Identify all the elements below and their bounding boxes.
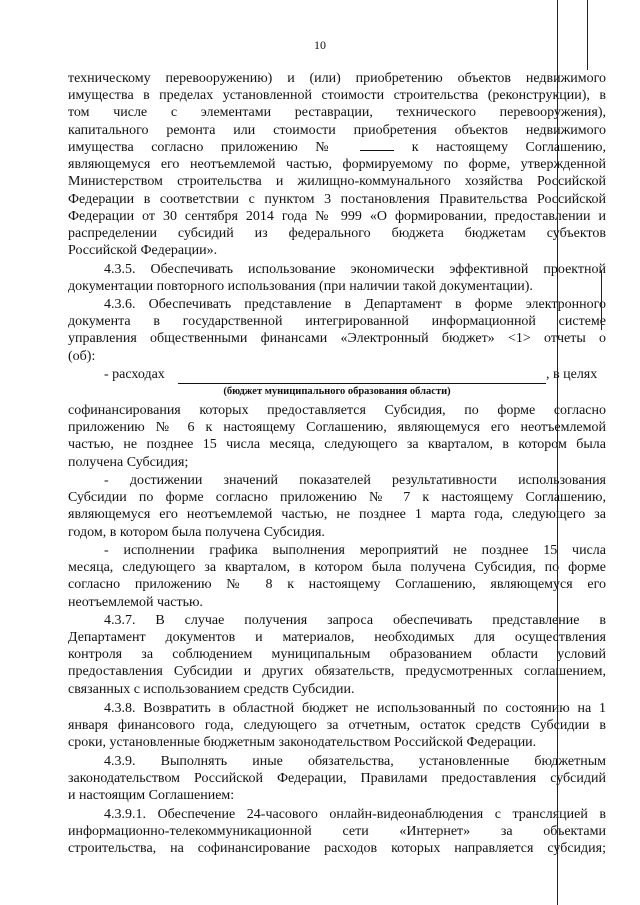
field-caption: (бюджет муниципального образования области) xyxy=(223,386,451,397)
blank-field xyxy=(360,140,394,151)
paragraph-line: предоставления Субсидии и других обязательств, предусмотренных соглашением, xyxy=(68,664,606,679)
text-fragment: к настоящему Соглашению, xyxy=(411,140,606,155)
paragraph-line: января финансового года, следующего за отчетным, остаток средств Субсидии в xyxy=(68,718,606,733)
paragraph-line: Министерством строительства и жилищно-коммунального хозяйства Российской xyxy=(68,174,606,189)
paragraph-line: согласно приложению № 8 к настоящему Соглашению, являющемуся его xyxy=(68,577,606,592)
paragraph-line: техническому перевооружению) и (или) приобретению объектов недвижимого xyxy=(68,71,606,86)
paragraph-line: капитального ремонта или стоимости приобретения объектов недвижимого xyxy=(68,123,606,138)
paragraph-line: Федерации от 30 сентября 2014 года № 999 «О формировании, предоставлении и xyxy=(68,209,606,224)
paragraph-line: строительства, на софинансирование расходов которых направляется субсидия; xyxy=(68,841,606,856)
clause-4-3-6: 4.3.6. Обеспечивать представление в Департамент в форме электронного xyxy=(104,297,606,312)
list-item: - достижении значений показателей результативности использования xyxy=(104,473,606,488)
paragraph-line: месяца, следующего за кварталом, в котором была получена Субсидия, по форме xyxy=(68,560,606,575)
list-item: - исполнении графика выполнения мероприятий не позднее 15 числа xyxy=(104,543,606,558)
clause-4-3-9-1: 4.3.9.1. Обеспечение 24-часового онлайн-видеонаблюдения с трансляцией в xyxy=(104,807,606,822)
paragraph-line: управления общественными финансами «Электронный бюджет» <1> отчеты о xyxy=(68,331,606,346)
paragraph-line: являющемуся его неотъемлемой частью, не позднее 1 марта года, следующего за xyxy=(68,507,606,522)
paragraph-line: Российской Федерации». xyxy=(68,243,218,258)
paragraph-line: получена Субсидия; xyxy=(68,455,189,470)
paragraph-line: имущества в пределах установленной стоимости строительства (реконструкции), в xyxy=(68,88,606,103)
paragraph-line: связанных с использованием средств Субсидии. xyxy=(68,682,355,697)
paragraph-line: законодательством Российской Федерации, Правилами предоставления субсидий xyxy=(68,771,606,786)
paragraph-line: являющемуся его неотъемлемой частью, формируемому по форме, утвержденной xyxy=(68,157,606,172)
paragraph-line xyxy=(68,139,606,156)
paragraph-line: частью, не позднее 15 числа месяца, следующего за кварталом, в котором была xyxy=(68,437,606,452)
paragraph-line: неотъемлемой частью. xyxy=(68,595,203,610)
clause-4-3-9: 4.3.9. Выполнять иные обязательства, установленные бюджетным xyxy=(104,754,606,769)
paragraph-line: приложению № 6 к настоящему Соглашению, являющемуся его неотъемлемой xyxy=(68,420,606,435)
paragraph-line: том числе с элементами реставрации, технического перевооружения), xyxy=(68,105,606,120)
list-item-label: - расходах xyxy=(104,367,165,382)
paragraph-line: документации повторного использования (при наличии такой документации). xyxy=(68,279,533,294)
paragraph-line: Департамент документов и материалов, необходимых для осуществления xyxy=(68,630,606,645)
paragraph-line: (об): xyxy=(68,349,96,364)
paragraph-line: сроки, установленные бюджетным законодательством Российской Федерации. xyxy=(68,735,537,750)
clause-4-3-7: 4.3.7. В случае получения запроса обеспечивать представление в xyxy=(104,613,606,628)
paragraph-line: документа в государственной интегрированной информационной системе xyxy=(68,314,606,329)
paragraph-line: распределении субсидий из федерального бюджета бюджетам субъектов xyxy=(68,226,606,241)
text-fragment: имущества согласно приложению № xyxy=(68,140,343,155)
text-fragment: , в целях xyxy=(546,367,598,382)
paragraph-line: годом, в котором была получена Субсидия. xyxy=(68,525,325,540)
scan-artifact-line xyxy=(587,0,588,70)
paragraph-line: контроля за соблюдением муниципальным образованием области условий xyxy=(68,647,606,662)
blank-field xyxy=(178,383,546,384)
paragraph-line: Федерации в соответствии с пунктом 3 постановления Правительства Российской xyxy=(68,192,606,207)
clause-4-3-8: 4.3.8. Возвратить в областной бюджет не использованный по состоянию на 1 xyxy=(104,701,606,716)
page-number: 10 xyxy=(314,38,326,52)
paragraph-line: информационно-телекоммуникационной сети «Интернет» за объектами xyxy=(68,824,606,839)
paragraph-line: Субсидии по форме согласно приложению № 7 к настоящему Соглашению, xyxy=(68,490,606,505)
paragraph-line: и настоящим Соглашением: xyxy=(68,788,235,803)
clause-4-3-5: 4.3.5. Обеспечивать использование экономически эффективной проектной xyxy=(104,262,606,277)
scan-artifact-line xyxy=(557,0,558,905)
paragraph-line: софинансирования которых предоставляется Субсидия, по форме согласно xyxy=(68,403,606,418)
scan-artifact-line xyxy=(601,270,602,330)
